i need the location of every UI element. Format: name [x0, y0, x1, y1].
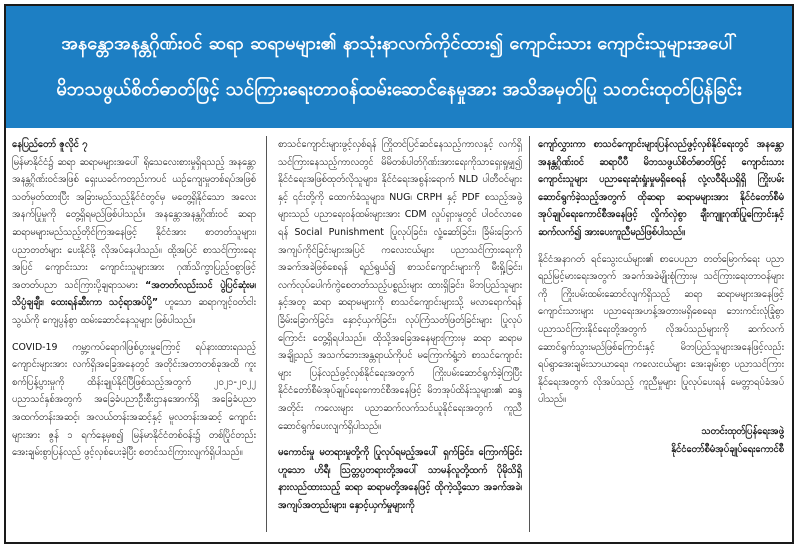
article-column-2	[278, 136, 522, 536]
column-divider-2	[529, 136, 530, 532]
signature-line-1: သတင်းထုတ်ပြန်ရေးအဖွဲ့	[701, 425, 784, 437]
headline-banner	[6, 6, 792, 128]
teacher-ethics-quote: “အတတ်လည်းသင် ပွဲပြင်ဆုံးမ၊ သိပ္ပံချချီး၊ ထေးရန်ဆီးကာ သင့်ရာအပ်ပို့”	[12, 279, 256, 309]
headline-line-1: အနန္တောအနန္တဂိုဏ်းဝင် ဆရာ ဆရာမများ၏ နာသုံးနာလက်ကိုင်ထား၍ ကျောင်းသား ကျောင်းသူများအပေါ်	[61, 33, 737, 54]
column-2-paragraph-1: စာသင်ကျောင်းများဖွင့်လှစ်ရန် ကြိုတင်ပြင်ဆင်နေသည့်ကာလနှင့် လက်ရှိသင်ကြားနေသည့်ကာလတွင် မိမိတစ်ပါတ်ဂိုဏ်းအားရေးကိုသာရှေးရှုမျှ၍ နိုင်ငံရေးအဖြစ်ထုတ်လိုသူများ၊ နိုင်ငံရေးအစွန်းရောက် NLD ပါတီဝင်များနှင့် ၎င်းတို့ကို ထောက်ခံသူများ၊ NUG၊ CRPH နှင့် PDF စသည့်အဖွဲ့များသည် ပညာရေးဝန်ထမ်းများအား CDM လှုပ်ရှားမှုတွင် ပါဝင်လာစေရန် Social Punishment ပြုလုပ်ခြင်း၊ လှုံ့ဆော်ခြင်း၊ ခြိမ်းခြောက်အကျပ်ကိုင်ခြင်းများအပြင် ကလေးငယ်များ ပညာသင်ကြားရေးကို အခက်အခဲဖြစ်စေရန် ရည်ရွယ်၍ စာသင်ကျောင်းများကို မီးရှို့ခြင်း၊ လက်လုပ်ပေါက်ကွဲစေတတ်သည့်ပစ္စည်းများ ထားရှိခြင်း၊ မိဘပြည်သူများနှင့်အတူ ဆရာ ဆရာမများကို စာသင်ကျောင်းများသို့ မလာရောက်ရန် ခြိမ်းခြောက်ခြင်း၊ နှောင့်ယှက်ခြင်း၊ လုပ်ကြံသတ်ဖြတ်ခြင်းများ ပြုလုပ်ကြောင်း တွေ့ရှိရပါသည်။ ထိုသို့အခြေအနေများကြားမှ ဆရာ ဆရာမ အချို့သည် အသက်ဘေးအန္တရာယ်ကိုပင် မကြောက်ရွံ့ဘဲ စာသင်ကျောင်းများ ပြန်လည်ဖွင့်လှစ်နိုင်ရေးအတွက် ကြိုးပမ်းဆောင်ရွက်ခဲ့ကြပြီး နိုင်ငံတော်စီမံအုပ်ချုပ်ရေးကောင်စီအနေဖြင့် မိဘအုပ်ထိန်းသူများ၏ ဆန္ဒအတိုင်း ကလေးများ ပညာဆက်လက်သင်ယူနိုင်ရေးအတွက် ကူညီဆောင်ရွက်ပေးလျက်ရှိပါသည်။	[278, 139, 522, 432]
column-1-paragraph-1	[12, 136, 256, 330]
column-1-paragraph-2: COVID-19 ကမ္ဘာ့ကပ်ရောဂါဖြစ်ပွားမှုကြောင့် ရပ်နားထားရသည့် ကျောင်းများအား လက်ရှိအခြေအနေတွင် အတိုင်းအတာတစ်ခုအထိ ကူးစက်ပြန့်ပွားမှုကို ထိန်းချုပ်နိုင်ပြီဖြစ်သည့်အတွက် ၂၀၂၁-၂၀၂၂ ပညာသင်နှစ်အတွက် အခြေခံပညာဦးစီးဌာနအောက်ရှိ အခြေခံပညာ အထက်တန်းအဆင့်၊ အလယ်တန်းအဆင့်နှင့် မူလတန်းအဆင့် ကျောင်းများအား ဇွန် ၁ ရက်နေ့မှစ၍ မြန်မာနိုင်ငံတစ်ဝန်း၌ တစ်ပြိုင်တည်း အေးချမ်းစွာပြန်လည် ဖွင့်လှစ်ပေးခဲ့ပြီး စတင်သင်ကြားလျက်ရှိပါသည်။	[12, 341, 256, 459]
column-1-paragraph-1-tail: ဟူသော ဆရာကျင့်ဝတ်ငါးသွယ်ကို ကျေပွန်စွာ ထမ်းဆောင်နေသူများ ဖြစ်ပါသည်။	[12, 297, 256, 326]
column-3-paragraph-1: ကျော်လွှားကာ စာသင်ကျောင်းများပြန်လည်ဖွင့်လှစ်နိုင်ရေးတွင် အနန္တောအနန္တဂိုဏ်းဝင် ဆရာပီပီ မိဘသဖွယ်စိတ်ဓာတ်ဖြင့် ကျောင်းသား ကျောင်းသူများ ပညာရေးဆုံးရှုံးမှုမရှိစေရန် လုံ့လဝီရိယရှိရှိ ကြိုးပမ်းဆောင်ရွက်ခဲ့သည့်အတွက် ထိုဆရာ ဆရာမများအား နိုင်ငံတော်စီမံအုပ်ချုပ်ရေးကောင်စီအနေဖြင့် လှိုက်လှဲစွာ ချီးကျူးဂုဏ်ပြုကြောင်းနှင့် ဆက်လက်၍ အားပေးကူညီမည်ဖြစ်ပါသည်။	[538, 139, 784, 238]
article-column-1	[12, 136, 256, 536]
column-2-paragraph-2: မကောင်းမှု မတရားမှုတို့ကို ပြုလုပ်ရမည့်အပေါ် ရှက်ခြင်း၊ ကြောက်ခြင်းဟူသော ဟိရီ၊ ဩတ္တပ္ပတရားတို့အပေါ် သာမန်လူတို့ထက် ပိုမိုသိရှိနားလည်ထားသည့် ဆရာ ဆရာမတို့အနေဖြင့် ထိုကဲ့သို့သော အခက်အခဲ၊ အကျပ်အတည်းများ၊ နှောင့်ယှက်မှုများကို	[278, 447, 522, 511]
headline-line-2: မိဘသဖွယ်စိတ်ဓာတ်ဖြင့် သင်ကြားရေးတာဝန်ထမ်းဆောင်နေမှုအား အသိအမှတ်ပြု သတင်းထုတ်ပြန်ခြင်း	[56, 79, 742, 100]
column-3-paragraph-2: နိုင်ငံအနာဂတ် ရင်သွေးငယ်များ၏ စာပေပညာ တတ်မြောက်ရေး ပညာရည်မြင့်မားရေးအတွက် အခက်အခဲမျိုးစုံကြားမှ သင်ကြားရေးတာဝန်များကို ကြိုးပမ်းထမ်းဆောင်လျက်ရှိသည့် ဆရာ ဆရာမများအနေဖြင့် ကျောင်းသားများ ပညာရေးအဟန့်အတားမရှိစေရေး၊ ဘေးကင်းလုံခြုံစွာ ပညာသင်ကြားနိုင်ရေးတို့အတွက် လိုအပ်သည်များကို ဆက်လက်ဆောင်ရွက်သွားမည်ဖြစ်ကြောင်းနှင့် မိဘပြည်သူများအနေဖြင့်လည်း ရပ်ရွာအေးချမ်းသာယာရေး၊ ကလေးငယ်များ အေးချမ်းစွာ ပညာသင်ကြားနိုင်ရေးအတွက် လိုအပ်သည့် ကူညီမှုများ ပြုလုပ်ပေးရန် မေတ္တာရပ်ခံအပ်ပါသည်။	[538, 253, 784, 406]
signature-line-2: နိုင်ငံတော်စီမံအုပ်ချုပ်ရေးကောင်စီ	[671, 443, 784, 455]
signature-block	[538, 423, 784, 459]
dateline: နေပြည်တော် ဇူလိုင် ၇	[12, 139, 88, 150]
column-divider-1	[266, 136, 267, 532]
column-1-paragraph-1-text: မြန်မာနိုင်ငံ၌ ဆရာ ဆရာမများအပေါ် ရိုသေလေးစားမှုရှိရသည့် အနန္တောအနန္တဂိုဏ်းဝင်အဖြစ် ရှေးယခင်ကတည်းကပင် ယဉ်ကျေးမှုတစ်ရပ်အဖြစ် သတ်မှတ်ထားပြီး အခြားမည်သည့်နိုင်ငံတွင်မှ မတွေ့ရှိနိုင်သော အလေးအနက်ပြုမှုကို တွေ့ရှိရမည်ဖြစ်ပါသည်။ အနန္တောအနန္တဂိုဏ်းဝင် ဆရာ ဆရာမများမည်သည့်တိုင်ကြအနေဖြင့် နိုင်ငံအား စာတတ်သူများ၊ ပညာတတ်များ ပေးနိုင်ဖို့ လိုအပ်နေပါသည်။ ထို့အပြင် စာသင်ကြားရေးအပြင် ကျောင်းသား ကျောင်းသူများအား ဂုဏ်သိက္ခာပြည့်ဝစွာဖြင့် အတတ်ပညာ သင်ကြားပို့ချရာသမား	[12, 156, 256, 291]
article-column-3	[538, 136, 784, 536]
